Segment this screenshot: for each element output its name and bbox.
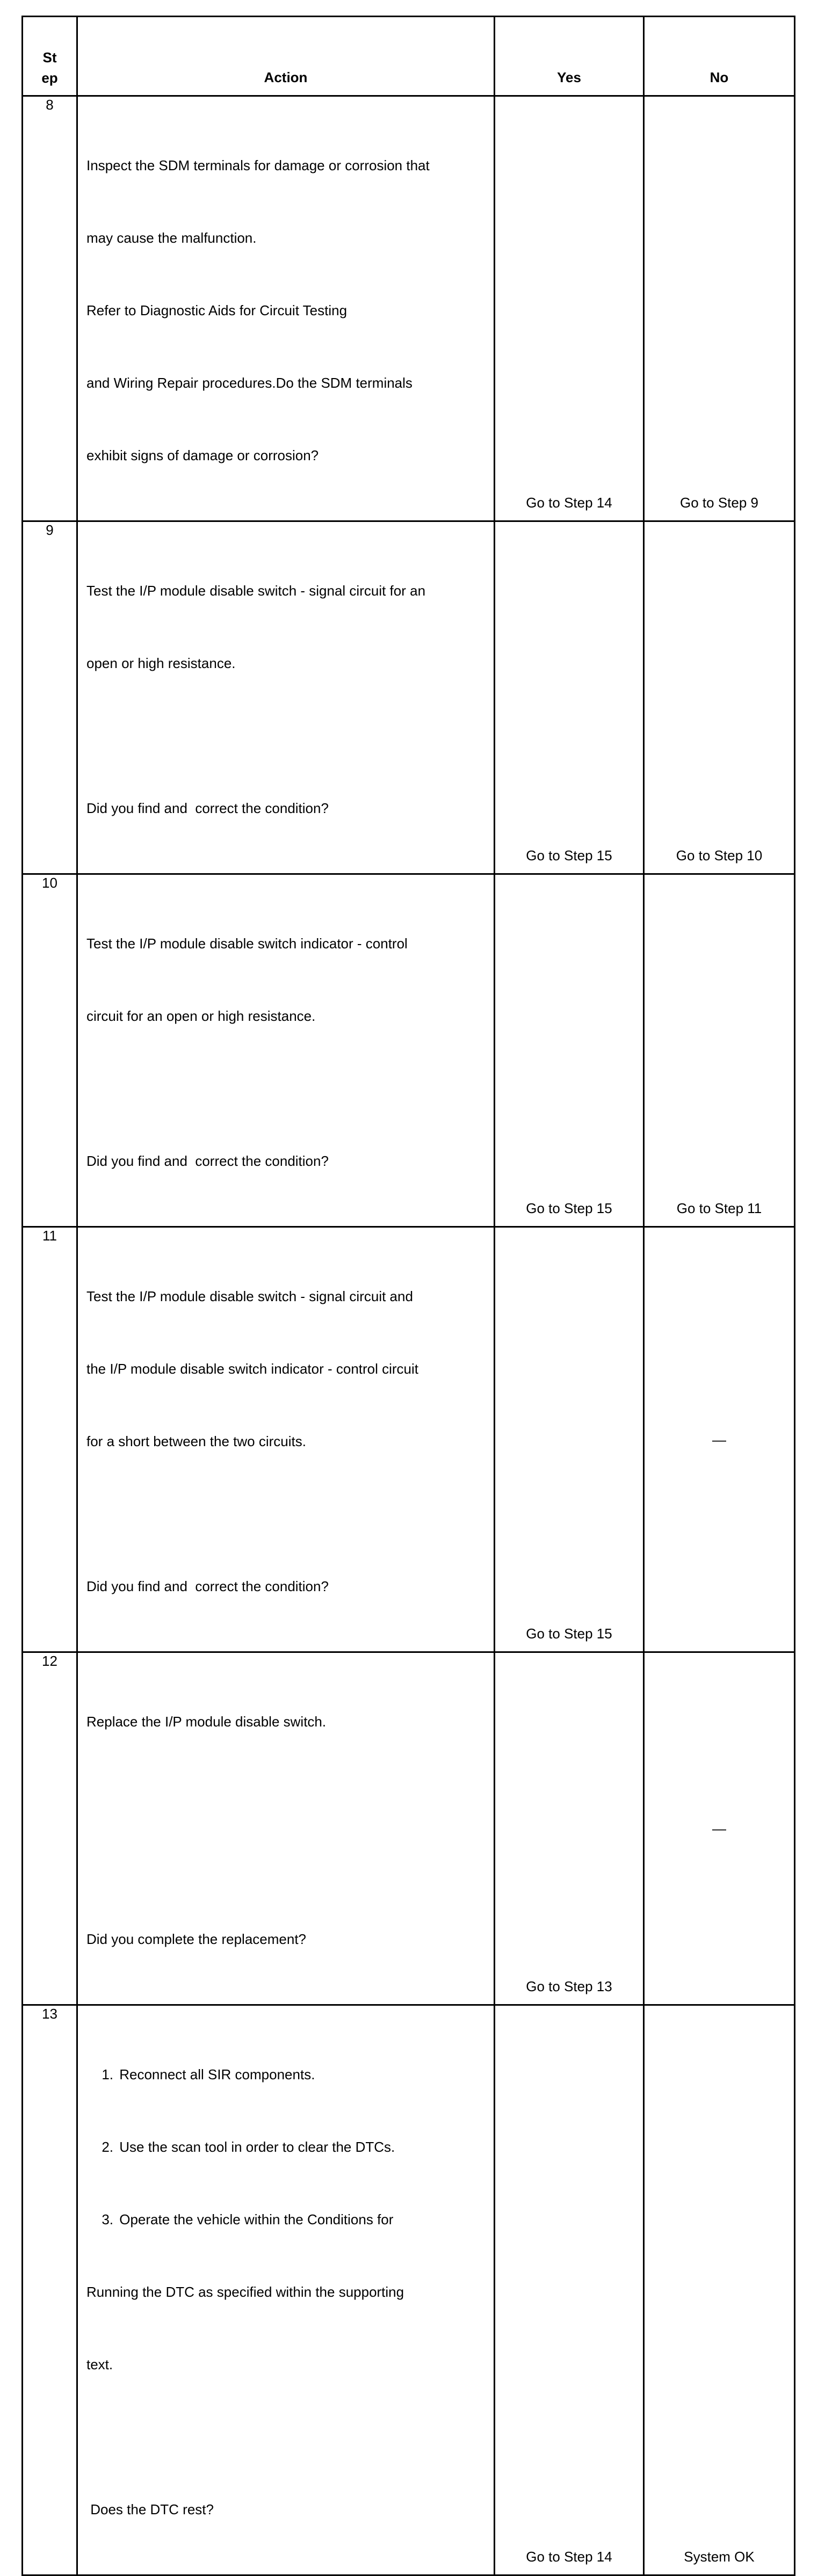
list-item: [86, 2208, 488, 2232]
action-line: may cause the malfunction.: [86, 230, 257, 246]
list-item-number: 3.: [102, 2211, 113, 2227]
action-line: Test the I/P module disable switch - signal circuit for an: [86, 583, 426, 599]
action-line: Did you complete the replacement?: [86, 1931, 307, 1947]
list-item-text: Use the scan tool in order to clear the DTCs.: [119, 2139, 395, 2155]
step-number: 12: [23, 1652, 77, 2005]
action-line: Replace the I/P module disable switch.: [86, 1714, 327, 1730]
action-text: [77, 96, 495, 521]
list-item: [86, 2135, 488, 2159]
no-answer: —: [644, 1227, 795, 1652]
no-answer: Go to Step 10: [644, 521, 795, 874]
header-step: [23, 17, 77, 96]
action-line: the I/P module disable switch indicator - control circuit: [86, 1361, 419, 1377]
table-row: [23, 1652, 795, 2005]
step-number: 9: [23, 521, 77, 874]
action-line: Test the I/P module disable switch indicator - control: [86, 935, 408, 952]
step-number: 8: [23, 96, 77, 521]
step-number: 13: [23, 2005, 77, 2575]
action-line: Inspect the SDM terminals for damage or corrosion that: [86, 157, 430, 173]
action-line: Running the DTC as specified within the supporting: [86, 2284, 404, 2300]
action-line: [86, 1077, 488, 1101]
list-item-number: 2.: [102, 2139, 113, 2155]
no-answer: —: [644, 1652, 795, 2005]
action-text: [77, 874, 495, 1227]
action-line: Did you find and correct the condition?: [86, 1578, 329, 1594]
yes-answer: Go to Step 15: [495, 521, 644, 874]
action-line: exhibit signs of damage or corrosion?: [86, 447, 319, 463]
table-row: [23, 1227, 795, 1652]
action-line: [86, 724, 488, 748]
no-answer: Go to Step 9: [644, 96, 795, 521]
list-item-number: 1.: [102, 2066, 113, 2082]
table-row: [23, 874, 795, 1227]
action-line: [86, 1502, 488, 1526]
action-line: [86, 2425, 488, 2449]
action-line: open or high resistance.: [86, 655, 236, 671]
list-item-text: Reconnect all SIR components.: [119, 2066, 315, 2082]
action-line: circuit for an open or high resistance.: [86, 1008, 316, 1024]
diagnostic-table: [21, 16, 795, 2576]
yes-answer: Go to Step 14: [495, 96, 644, 521]
action-text: [77, 2005, 495, 2575]
step-number: 11: [23, 1227, 77, 1652]
yes-answer: Go to Step 13: [495, 1652, 644, 2005]
header-action: Action: [77, 17, 495, 96]
action-line: [86, 1782, 488, 1806]
action-line: [86, 1855, 488, 1879]
header-step-line2: ep: [41, 70, 58, 86]
no-answer: Go to Step 11: [644, 874, 795, 1227]
action-line: Test the I/P module disable switch - signal circuit and: [86, 1288, 413, 1304]
yes-answer: Go to Step 15: [495, 874, 644, 1227]
table-row: [23, 2005, 795, 2575]
yes-answer: Go to Step 14: [495, 2005, 644, 2575]
action-line: and Wiring Repair procedures.Do the SDM terminals: [86, 375, 412, 391]
action-line: text.: [86, 2356, 113, 2372]
yes-answer: Go to Step 15: [495, 1227, 644, 1652]
header-yes: Yes: [495, 17, 644, 96]
action-line: Did you find and correct the condition?: [86, 1153, 329, 1169]
step-number: 10: [23, 874, 77, 1227]
header-step-line1: St: [42, 49, 57, 66]
action-text: [77, 1227, 495, 1652]
header-no: No: [644, 17, 795, 96]
action-line: Did you find and correct the condition?: [86, 800, 329, 816]
list-item-text: Operate the vehicle within the Conditions for: [119, 2211, 394, 2227]
table-row: [23, 521, 795, 874]
action-line: Refer to Diagnostic Aids for Circuit Testing: [86, 302, 348, 318]
action-line: for a short between the two circuits.: [86, 1433, 306, 1449]
no-answer: System OK: [644, 2005, 795, 2575]
action-text: [77, 1652, 495, 2005]
action-line: Does the DTC rest?: [86, 2501, 214, 2517]
list-item: [86, 2063, 488, 2087]
table-header-row: [23, 17, 795, 96]
action-text: [77, 521, 495, 874]
table-row: [23, 96, 795, 521]
